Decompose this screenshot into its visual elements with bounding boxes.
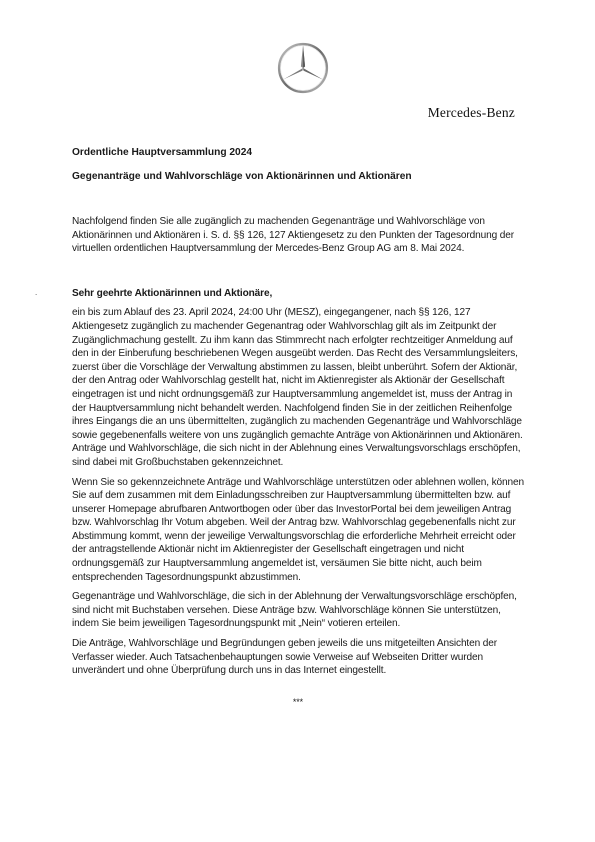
paragraph-1: ein bis zum Ablauf des 23. April 2024, 24:00 Uhr (MESZ), eingegangener, nach §§ 126, 127 Aktiengesetz zugänglich zu machender Gegenantrag oder Wahlvorschlag gilt als im Zeitpunkt der Zugänglichmachung gestellt. Zu ihm kann das Stimmrecht nach erfolgter rechtzeitiger Anmeldung auf den in der Einberufung beschriebenen Wegen ausgeübt werden. Das Recht des Versammlungsleiters, zuerst über die Vorschläge der Verwaltung abstimmen zu lassen, bleibt unberührt. Sofern der Aktionär, der den Antrag oder Wahlvorschlag gestellt hat, nicht im Aktienregister als Aktionär der Gesellschaft eingetragen ist und nicht ordnungsgemäß zur Hauptversammlung angemeldet ist, muss der Antrag in der Hauptversammlung nicht behandelt werden. Nachfolgend finden Sie in der zeitlichen Reihenfolge ihres Eingangs die an uns übermittelten, zugänglich zu machenden Gegenanträge und Wahlvorschläge sowie gegebenenfalls weitere von uns zugänglich gemachte Anträge von Aktionärinnen und Aktionären. Anträge und Wahlvorschläge, die sich nicht in der Ablehnung eines Verwaltungsvorschlags erschöpfen, sind dabei mit Großbuchstaben gekennzeichnet.: [72, 307, 523, 468]
brand-wordmark: Mercedes-Benz: [427, 105, 515, 120]
paragraph-4: Die Anträge, Wahlvorschläge und Begründungen geben jeweils die uns mitgeteilten Ansichten der Verfasser wieder. Auch Tatsachenbehauptungen sowie Verweise auf Webseiten Dritter wurden unverändert und ohne Überprüfung durch uns in das Internet eingestellt.: [72, 638, 498, 677]
section-separator: ***: [292, 696, 304, 707]
document-body: [72, 146, 524, 709]
paragraph-2: Wenn Sie so gekennzeichnete Anträge und Wahlvorschläge unterstützen oder ablehnen wollen, können Sie auf dem zusammen mit dem Einladungsschreiben zur Hauptversammlung übermittelten bzw. auf unserer Homepage abrufbaren Antwortbogen oder über das InvestorPortal bei dem jeweiligen Antrag bzw. Wahlvorschlag Ihr Votum abgeben. Weil der Antrag bzw. Wahlvorschlag gegebenenfalls nicht zur Abstimmung kommt, wenn der jeweilige Verwaltungsvorschlag die erforderliche Mehrheit erreicht oder der antragstellende Aktionär nicht im Aktienregister der Gesellschaft eingetragen und nicht ordnungsgemäß zur Hauptversammlung angemeldet ist, versäumen Sie bitte nicht, auch beim entsprechenden Tagesordnungspunkt abzustimmen.: [72, 476, 524, 583]
intro-paragraph: Nachfolgend finden Sie alle zugänglich zu machenden Gegenanträge und Wahlvorschläge von Aktionärinnen und Aktionären i. S. d. §§ 126, 127 Aktiengesetz zu den Punkten der Tagesordnung der virtuellen ordentlichen Hauptversammlung der Mercedes-Benz Group AG am 8. Mai 2024.: [72, 216, 515, 255]
document-subtitle: Gegenanträge und Wahlvorschläge von Aktionärinnen und Aktionären: [72, 171, 412, 182]
document-title: Ordentliche Hauptversammlung 2024: [72, 147, 253, 158]
stray-mark: .: [35, 288, 38, 297]
mercedes-star-icon: [277, 42, 329, 94]
greeting: Sehr geehrte Aktionärinnen und Aktionäre,: [72, 287, 273, 299]
paragraph-3: Gegenanträge und Wahlvorschläge, die sich in der Ablehnung der Verwaltungsvorschläge erschöpfen, sind nicht mit Buchstaben versehen. Diese Anträge bzw. Wahlvorschläge können Sie unterstützen, indem Sie beim jeweiligen Tagesordnungspunkt mit „Nein“ votieren erteilen.: [72, 591, 517, 630]
